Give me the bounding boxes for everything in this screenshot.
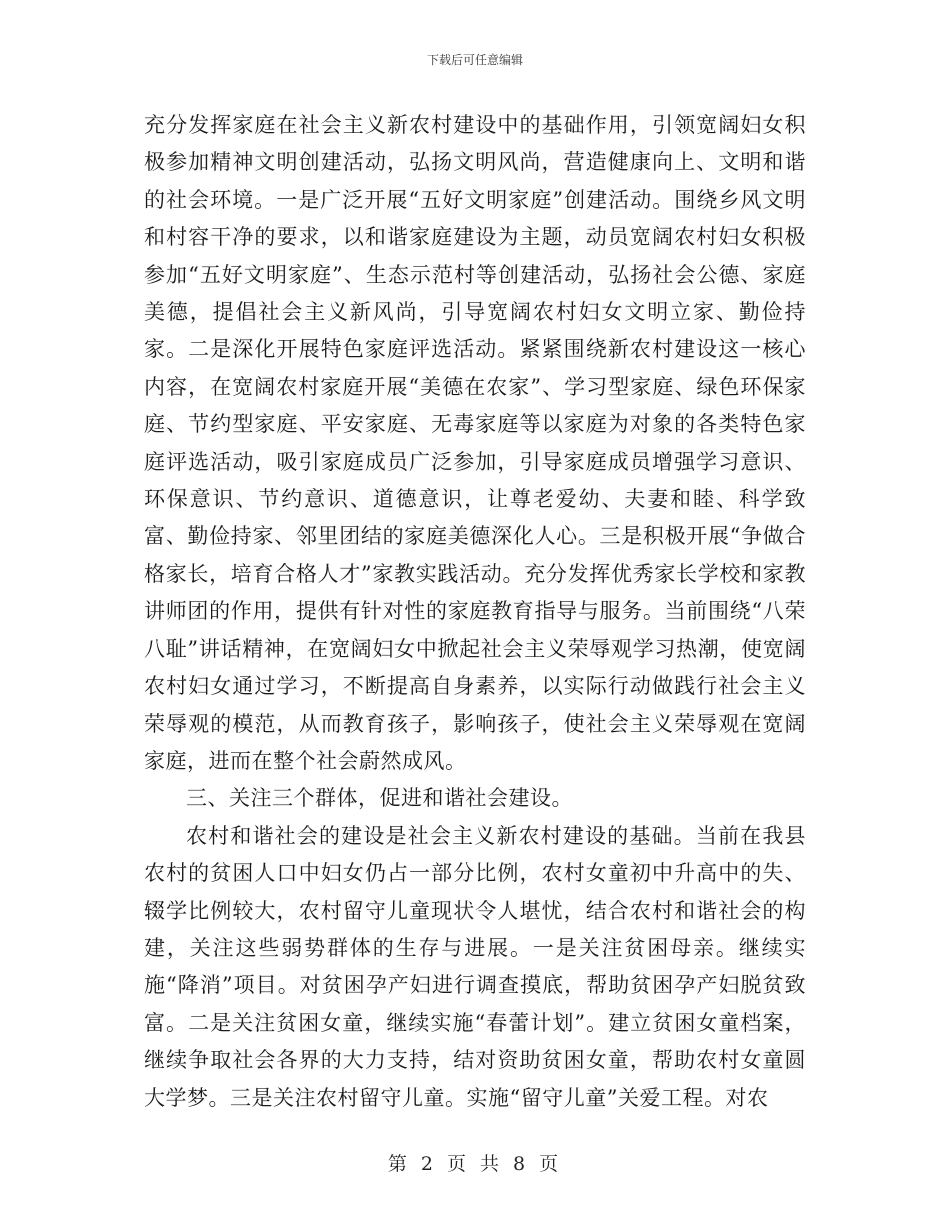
paragraph-1: 充分发挥家庭在社会主义新农村建设中的基础作用，引领宽阔妇女积极参加精神文明创建活动，弘扬文明风尚，营造健康向上、文明和谐的社会环境。一是广泛开展“五好文明家庭”创建活动。围绕乡风文明和村容干净的要求，以和谐家庭建设为主题，动员宽阔农村妇女积极参加“五好文明家庭”、生态示范村等创建活动，弘扬社会公德、家庭美德，提倡社会主义新风尚，引导宽阔农村妇女文明立家、勤俭持家。二是深化开展特色家庭评选活动。紧紧围绕新农村建设这一核心内容，在宽阔农村家庭开展“美德在农家”、学习型家庭、绿色环保家庭、节约型家庭、平安家庭、无毒家庭等以家庭为对象的各类特色家庭评选活动，吸引家庭成员广泛参加，引导家庭成员增强学习意识、环保意识、节约意识、道德意识，让尊老爱幼、夫妻和睦、科学致富、勤俭持家、邻里团结的家庭美德深化人心。三是积极开展“争做合格家长，培育合格人才”家教实践活动。充分发挥优秀家长学校和家教讲师团的作用，提供有针对性的家庭教育指导与服务。当前围绕“八荣八耻”讲话精神，在宽阔妇女中掀起社会主义荣辱观学习热潮，使宽阔农村妇女通过学习，不断提高自身素养，以实际行动做践行社会主义荣辱观的模范，从而教育孩子，影响孩子，使社会主义荣辱观在宽阔家庭，进而在整个社会蔚然成风。: [144, 113, 806, 773]
paragraph-3: 农村和谐社会的建设是社会主义新农村建设的基础。当前在我县农村的贫困人口中妇女仍占一部分比例，农村女童初中升高中的失、辍学比例较大，农村留守儿童现状令人堪忧，结合农村和谐社会的构建，关注这些弱势群体的生存与进展。一是关注贫困母亲。继续实施“降消”项目。对贫困孕产妇进行调查摸底，帮助贫困孕产妇脱贫致富。二是关注贫困女童，继续实施“春蕾计划”。建立贫困女童档案，继续争取社会各界的大力支持，结对资助贫困女童，帮助农村女童圆大学梦。三是关注农村留守儿童。实施“留守儿童”关爱工程。对农: [144, 823, 806, 1110]
header-note: 下载后可任意编辑: [426, 53, 523, 67]
section-heading-3: 三、关注三个群体，促进和谐社会建设。: [186, 786, 573, 811]
page-number: 第 2 页 共 8 页: [387, 1153, 563, 1175]
document-body: [144, 107, 806, 1117]
